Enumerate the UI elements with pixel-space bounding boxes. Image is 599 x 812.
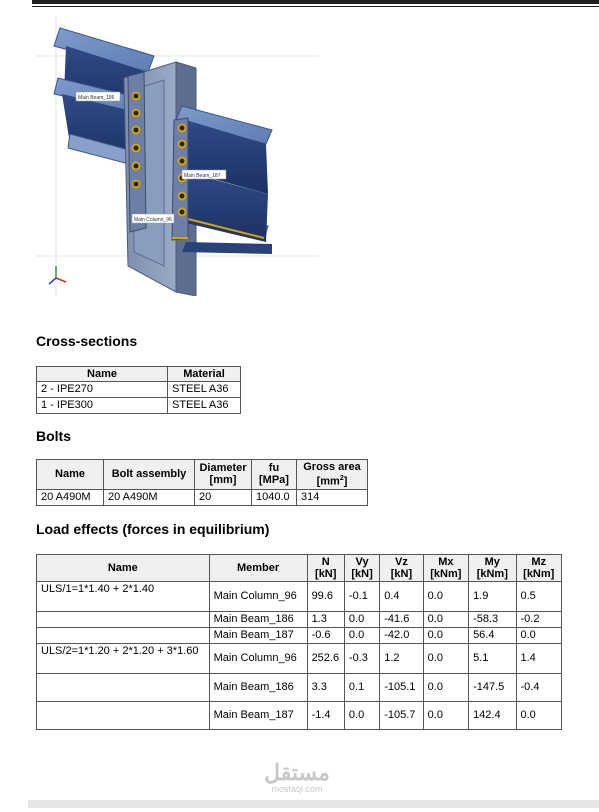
cell-mx: 0.0 (423, 582, 468, 612)
table-row (37, 612, 562, 628)
cell-mx: 0.0 (423, 702, 468, 730)
cell-n: -1.4 (307, 702, 344, 730)
header-unit: [mm (316, 475, 340, 488)
cell-vz: -105.1 (380, 674, 423, 702)
cell-vy: -0.3 (344, 644, 379, 674)
header-unit: [kN] (351, 568, 373, 580)
cell-mz: -0.4 (516, 674, 562, 702)
column-header: Material (168, 367, 241, 382)
table-row (37, 702, 562, 730)
cell-n: 1.3 (307, 612, 344, 628)
cell-load-case (37, 674, 210, 702)
header-unit: [kN] (390, 568, 413, 580)
connection-3d-view[interactable] (36, 16, 318, 296)
cell-member: Main Column_96 (209, 644, 307, 674)
cell-mz: 0.0 (516, 628, 562, 644)
cell-mz: 1.4 (516, 644, 562, 674)
column-header (380, 555, 423, 582)
load-effects-table (36, 554, 562, 730)
cell-vy: 0.0 (344, 612, 379, 628)
bolts-heading: Bolts (36, 428, 71, 444)
cell-vz: -105.7 (380, 702, 423, 730)
cell-vy: 0.0 (344, 702, 379, 730)
header-label: Diameter (199, 462, 247, 475)
label-main-beam-186 (76, 92, 120, 101)
cell-vz: 0.4 (380, 582, 423, 612)
load-effects-heading: Load effects (forces in equilibrium) (36, 521, 270, 537)
watermark (262, 762, 332, 794)
header-label: Gross area (303, 461, 361, 473)
cell-member: Main Beam_187 (209, 702, 307, 730)
top-rule (32, 0, 599, 4)
label-main-column-96 (132, 214, 174, 223)
cell-my: -58.3 (469, 612, 516, 628)
table-row (37, 644, 562, 674)
column-header (252, 460, 297, 490)
column-header (37, 555, 210, 582)
label-main-beam-187 (182, 170, 226, 179)
xyz-axis-icon (49, 266, 66, 284)
cell-mx: 0.0 (423, 612, 468, 628)
cell-my: 56.4 (469, 628, 516, 644)
watermark-url: mostaql.com (271, 784, 323, 794)
cell-diameter: 20 (195, 489, 252, 505)
watermark-logo-text: مستقل (264, 760, 330, 785)
cell-member: Main Column_96 (209, 582, 307, 612)
cell-mz: -0.2 (516, 612, 562, 628)
header-label: Member (237, 562, 280, 574)
header-unit: [kN] (315, 568, 337, 580)
header-label: fu (268, 462, 280, 475)
cell-vz: -42.0 (380, 628, 423, 644)
cell-load-case (37, 628, 210, 644)
cell-n: 3.3 (307, 674, 344, 702)
column-header (195, 460, 252, 490)
cell-name: 20 A490M (37, 489, 104, 505)
cell-mz: 0.0 (516, 702, 562, 730)
header-unit: [mm] (209, 474, 237, 487)
cell-vz: 1.2 (380, 644, 423, 674)
load-effects-rows (37, 582, 562, 730)
header-unit: [MPa] (259, 474, 289, 487)
column-header (516, 555, 562, 582)
cell-material: STEEL A36 (168, 398, 241, 414)
cell-vy: 0.1 (344, 674, 379, 702)
cell-mx: 0.0 (423, 644, 468, 674)
header-label: Vz (395, 556, 408, 568)
top-rule-thin (32, 6, 599, 7)
header-unit-sup: 2 (339, 475, 344, 482)
cell-load-case (37, 612, 210, 628)
cell-mx: 0.0 (423, 628, 468, 644)
cell-load-case: ULS/2=1*1.20 + 2*1.20 + 3*1.60 (37, 644, 210, 674)
header-label: Mz (531, 556, 547, 568)
header-unit-close: ] (343, 475, 348, 488)
cell-my: -147.5 (469, 674, 516, 702)
header-label: Vy (355, 556, 369, 568)
cell-assembly: 20 A490M (104, 489, 195, 505)
column-header (423, 555, 468, 582)
table-row (37, 628, 562, 644)
header-label: Name (107, 562, 138, 574)
end-plate-left (128, 72, 146, 232)
svg-text:Main Column_96: Main Column_96 (134, 217, 172, 223)
header-label: Mx (438, 556, 454, 568)
cell-fu: 1040.0 (252, 489, 297, 505)
header-unit: [kNm] (523, 568, 555, 580)
cell-name: 1 - IPE300 (37, 398, 168, 414)
cell-n: 99.6 (307, 582, 344, 612)
table-row (37, 398, 241, 414)
cell-vz: -41.6 (380, 612, 423, 628)
cell-n: 252.6 (307, 644, 344, 674)
cell-member: Main Beam_186 (209, 674, 307, 702)
header-label: N (321, 556, 330, 568)
header-unit: [kNm] (476, 568, 508, 580)
column-header: Name (37, 460, 104, 490)
svg-text:Main Beam_187: Main Beam_187 (184, 173, 221, 179)
cell-my: 5.1 (469, 644, 516, 674)
header-label: My (484, 556, 500, 568)
bolts-table (36, 459, 368, 506)
column-header (344, 555, 379, 582)
table-row (37, 382, 241, 398)
cell-member: Main Beam_186 (209, 612, 307, 628)
column-header: Name (37, 367, 168, 382)
table-row (37, 582, 562, 612)
cell-area: 314 (297, 489, 368, 505)
cell-my: 1.9 (469, 582, 516, 612)
cell-mx: 0.0 (423, 674, 468, 702)
header-unit: [kNm] (430, 568, 462, 580)
column-header (297, 460, 368, 490)
column-header (469, 555, 516, 582)
cell-n: -0.6 (307, 628, 344, 644)
cell-name: 2 - IPE270 (37, 382, 168, 398)
cell-load-case: ULS/1=1*1.40 + 2*1.40 (37, 582, 210, 612)
cross-sections-table (36, 366, 241, 414)
cell-vy: 0.0 (344, 628, 379, 644)
column-header (307, 555, 344, 582)
cell-material: STEEL A36 (168, 382, 241, 398)
table-row (37, 489, 368, 505)
cell-my: 142.4 (469, 702, 516, 730)
cell-load-case (37, 702, 210, 730)
column-header (209, 555, 307, 582)
table-row (37, 674, 562, 702)
cell-vy: -0.1 (344, 582, 379, 612)
column-header: Bolt assembly (104, 460, 195, 490)
cell-member: Main Beam_187 (209, 628, 307, 644)
cross-sections-heading: Cross-sections (36, 333, 138, 349)
svg-text:Main Beam_186: Main Beam_186 (78, 95, 115, 101)
cell-mz: 0.5 (516, 582, 562, 612)
footer-band (28, 800, 599, 808)
